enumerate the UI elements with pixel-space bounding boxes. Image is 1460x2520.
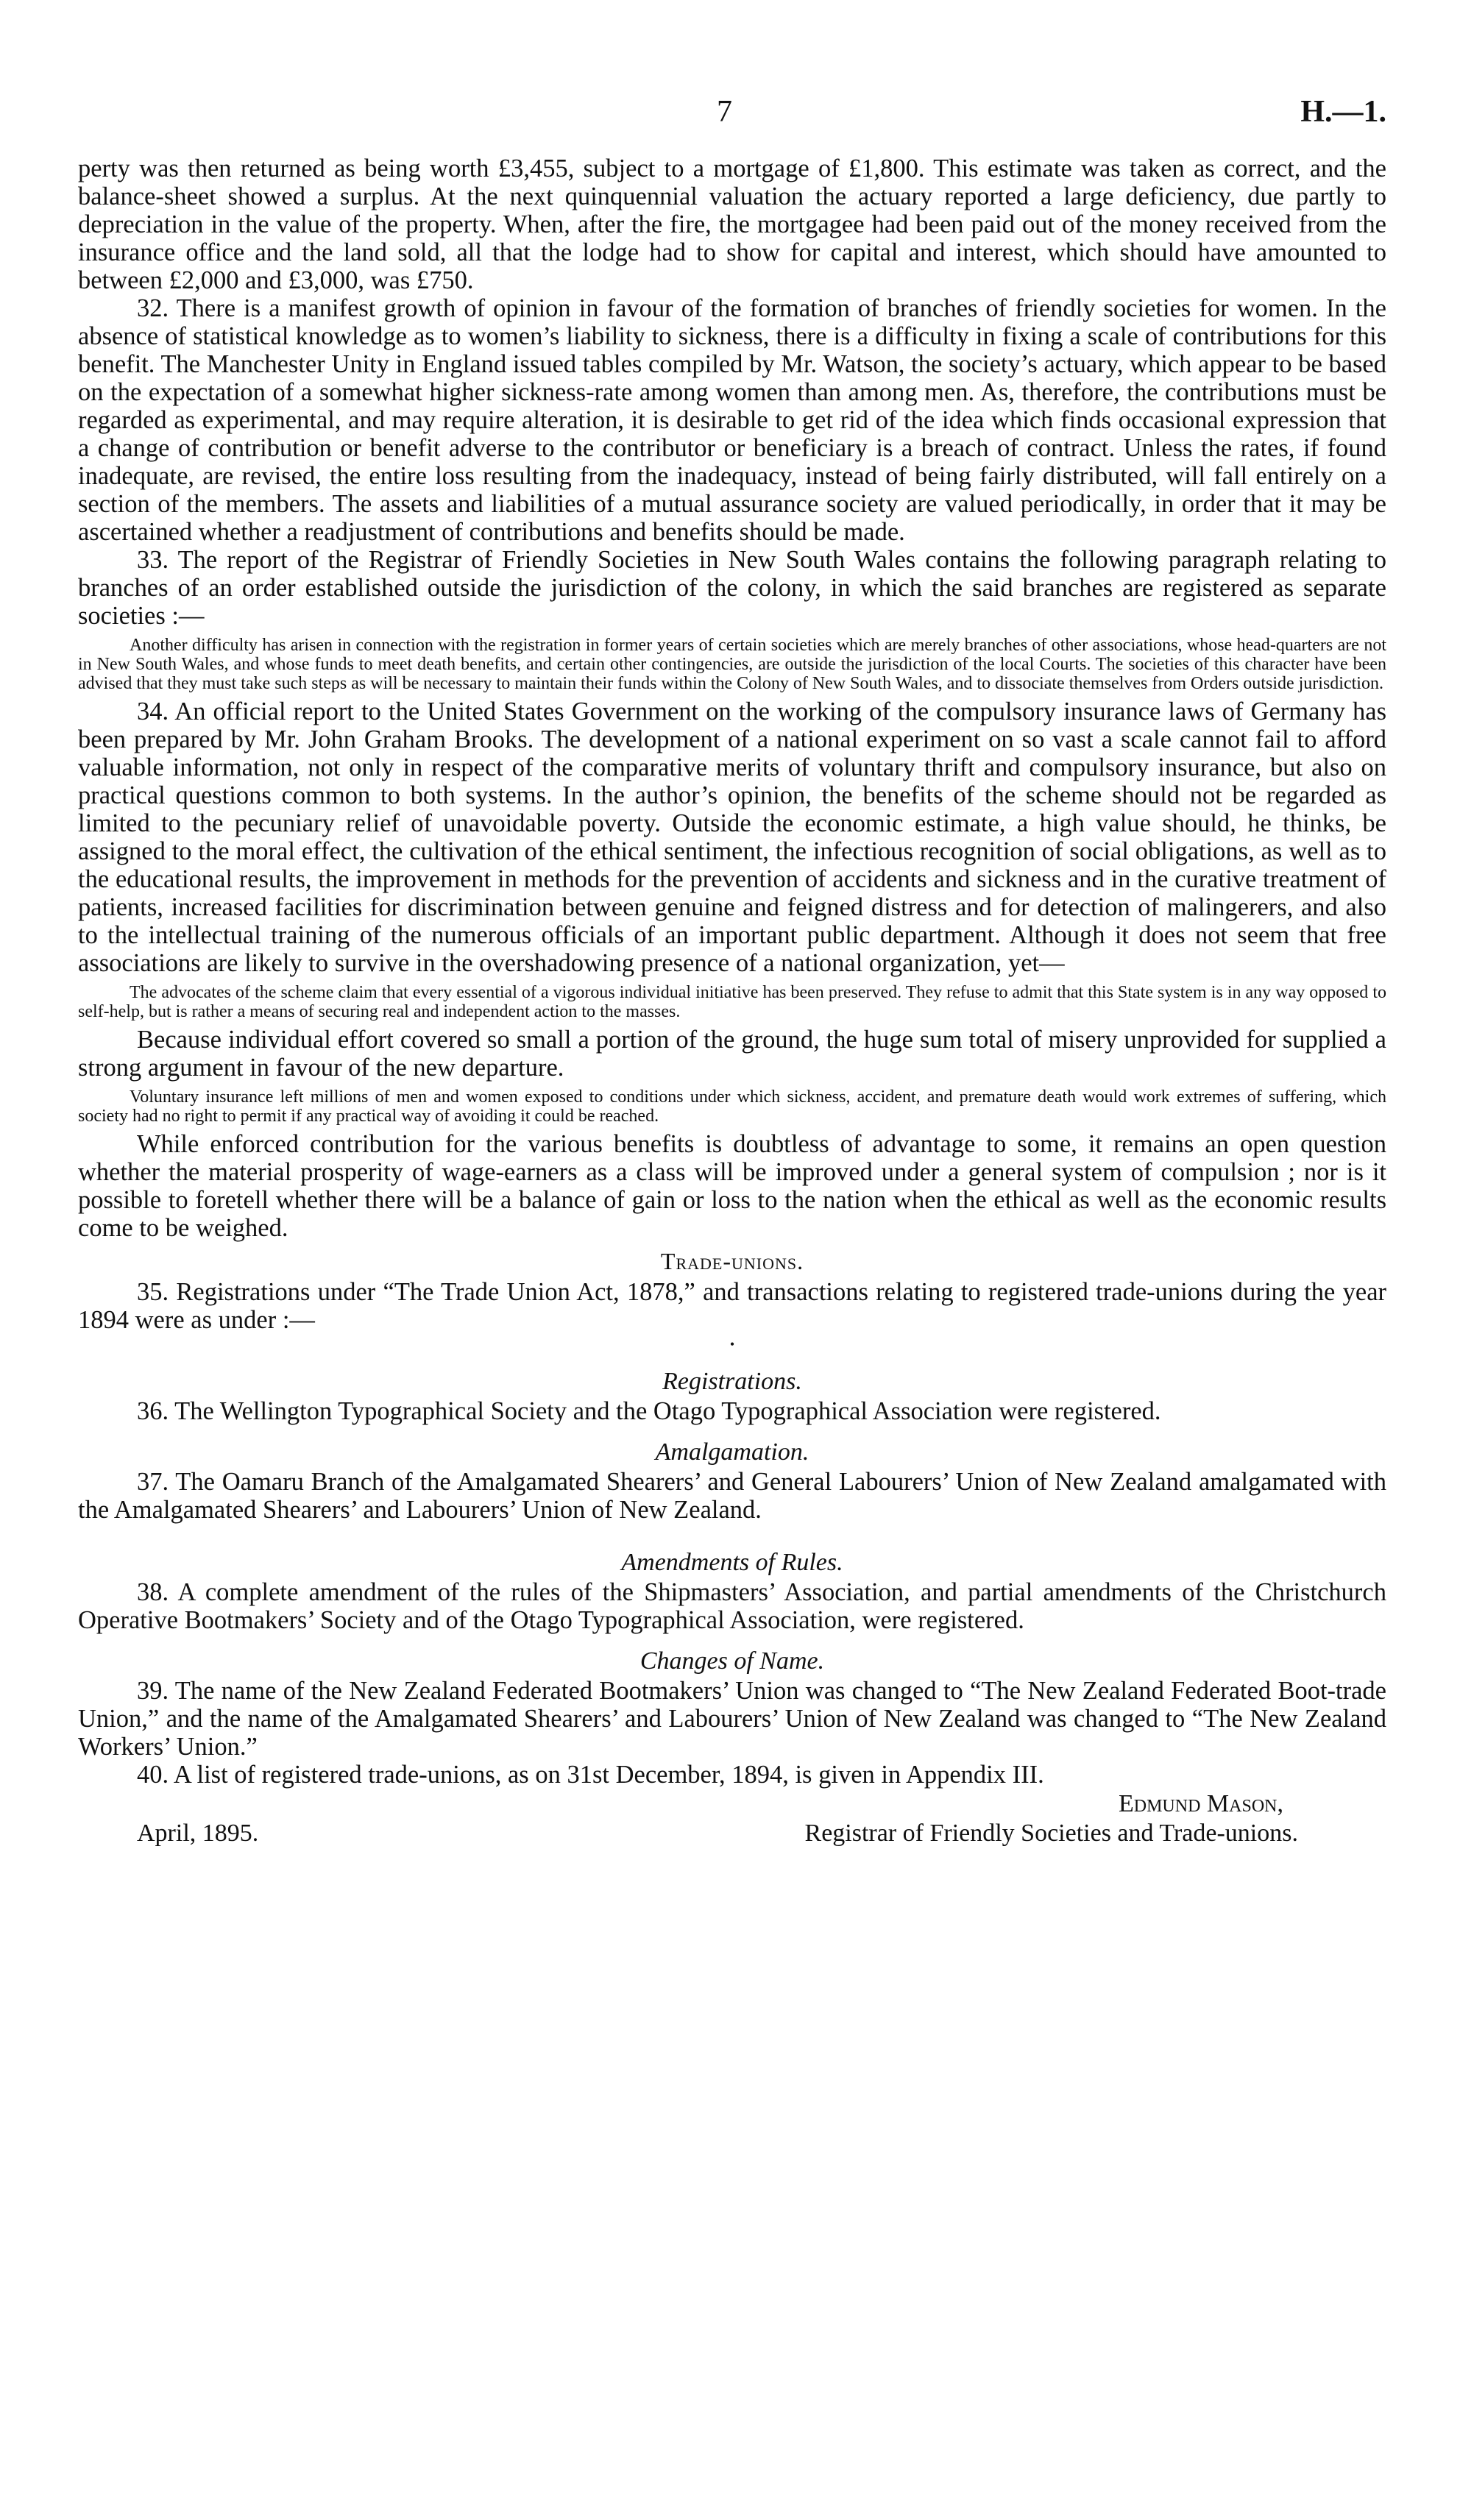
- document-reference: H.—1.: [1300, 95, 1386, 129]
- paragraph-33: 33. The report of the Registrar of Friendly Societies in New South Wales contains the following paragraph relating to branches of an order established outside the jurisdiction of the colony, in which the said branches are registered as separate societies :—: [78, 546, 1386, 630]
- document-page: [78, 88, 1386, 1849]
- paragraph-34: 34. An official report to the United States Government on the working of the compulsory insurance laws of Germany has been prepared by Mr. John Graham Brooks. The development of a national experiment on so vast a scale cannot fail to afford valuable information, not only in respect of the comparative merits of voluntary thrift and compulsory insurance, but also on practical questions common to both systems. In the author’s opinion, the benefits of the scheme should not be regarded as limited to the pecuniary relief of unavoidable poverty. Outside the economic estimate, a high value should, he thinks, be assigned to the moral effect, the cultivation of the ethical sentiment, the infectious recognition of social obligations, as well as to the educational results, the improvement in methods for the prevention of accidents and sickness and in the curative treatment of patients, increased facilities for discrimination between genuine and feigned distress and for detection of malingerers, and also to the intellectual training of the numerous officials of an important public department. Although it does not seem that free associations are likely to survive in the overshadowing presence of a national organization, yet—: [78, 698, 1386, 977]
- paragraph-39: 39. The name of the New Zealand Federated Bootmakers’ Union was changed to “The New Zealand Federated Boot-trade Union,” and the name of the Amalgamated Shearers’ and Labourers’ Union of New Zealand was changed to “The New Zealand Workers’ Union.”: [78, 1677, 1386, 1761]
- heading-registrations: Registrations.: [662, 1368, 802, 1395]
- quote-nsw-registrar: Another difficulty has arisen in connection with the registration in former years of certain societies which are merely branches of other associations, whose head-quarters are not in New South Wales, and whose funds to meet death benefits, and certain other contingencies, are outside the jurisdiction of the local Courts. The societies of this character have been advised that they must take such steps as will be necessary to maintain their funds within the Colony of New South Wales, and to dissociate themselves from Orders outside jurisdiction.: [78, 636, 1386, 693]
- heading-changes-of-name: Changes of Name.: [639, 1647, 825, 1675]
- paragraph-31-continued: perty was then returned as being worth £3,455, subject to a mortgage of £1,800. This estimate was taken as correct, and the balance-sheet showed a surplus. At the next quinquennial valuation the actuary reported a large deficiency, due partly to depreciation in the value of the property. When, after the fire, the mortgagee had been paid out of the money received from the insurance office and the land sold, all that the lodge had to show for capital and interest, which should have amounted to between £2,000 and £3,000, was £750.: [78, 155, 1386, 294]
- paragraph-35: 35. Registrations under “The Trade Union Act, 1878,” and transactions relating to registered trade-unions during the year 1894 were as under :—: [78, 1278, 1386, 1334]
- paragraph-32: 32. There is a manifest growth of opinion in favour of the formation of branches of friendly societies for women. In the absence of statistical knowledge as to women’s liability to sickness, there is a difficulty in fixing a scale of contributions for this benefit. The Manchester Unity in England issued tables compiled by Mr. Watson, the society’s actuary, which appear to be based on the expectation of a somewhat higher sickness-rate among women than among men. As, therefore, the contributions must be regarded as experimental, and may require alteration, it is desirable to get rid of the idea which finds occasional expression that a change of contribution or benefit adverse to the contributor or beneficiary is a breach of contract. Unless the rates, if found inadequate, are revised, the entire loss resulting from the inadequacy, instead of being fairly distributed, will fall entirely on a section of the members. The assets and liabilities of a mutual assurance society are valued periodically, in order that it may be ascertained whether a readjustment of contributions and benefits should be made.: [78, 294, 1386, 546]
- paragraph-34-conclusion: While enforced contribution for the various benefits is doubtless of advantage to some, it remains an open question whether the material prosperity of wage-earners as a class will be improved under a general system of compulsion ; nor is it possible to foretell whether there will be a balance of gain or loss to the nation when the ethical as well as the economic results come to be weighed.: [78, 1130, 1386, 1242]
- heading-trade-unions-text: Trade-unions.: [660, 1248, 804, 1274]
- signatory-title: Registrar of Friendly Societies and Trade-unions.: [804, 1820, 1298, 1847]
- heading-amendments-of-rules: Amendments of Rules.: [621, 1549, 843, 1576]
- signatory-name: Edmund Mason,: [1118, 1790, 1283, 1817]
- paragraph-40: 40. A list of registered trade-unions, as on 31st December, 1894, is given in Appendix III.: [137, 1761, 1044, 1789]
- separator-dot: •: [729, 1337, 735, 1352]
- paragraph-37: 37. The Oamaru Branch of the Amalgamated Shearers’ and General Labourers’ Union of New Zealand amalgamated with the Amalgamated Shearers’ and Labourers’ Union of New Zealand.: [78, 1468, 1386, 1524]
- heading-amalgamation: Amalgamation.: [655, 1438, 809, 1466]
- signature-block: [78, 1790, 1386, 1849]
- heading-trade-unions: [78, 1248, 1386, 1275]
- paragraph-34-individual-effort: Because individual effort covered so small a portion of the ground, the huge sum total of misery unprovided for supplied a strong argument in favour of the new departure.: [78, 1026, 1386, 1082]
- page-number: 7: [717, 95, 732, 129]
- paragraph-38: 38. A complete amendment of the rules of the Shipmasters’ Association, and partial amendments of the Christchurch Operative Bootmakers’ Society and of the Otago Typographical Association, were registered.: [78, 1578, 1386, 1634]
- quote-voluntary-insurance: Voluntary insurance left millions of men and women exposed to conditions under which sickness, accident, and premature death would work extremes of suffering, which society had no right to permit if any practical way of avoiding it could be reached.: [78, 1087, 1386, 1126]
- paragraph-36: 36. The Wellington Typographical Society and the Otago Typographical Association were registered.: [137, 1397, 1161, 1425]
- signature-date: April, 1895.: [137, 1820, 259, 1847]
- quote-advocates: The advocates of the scheme claim that every essential of a vigorous individual initiative has been preserved. They refuse to admit that this State system is in any way opposed to self-help, but is rather a means of securing real and independent action to the masses.: [78, 983, 1386, 1021]
- page-header: [78, 88, 1386, 155]
